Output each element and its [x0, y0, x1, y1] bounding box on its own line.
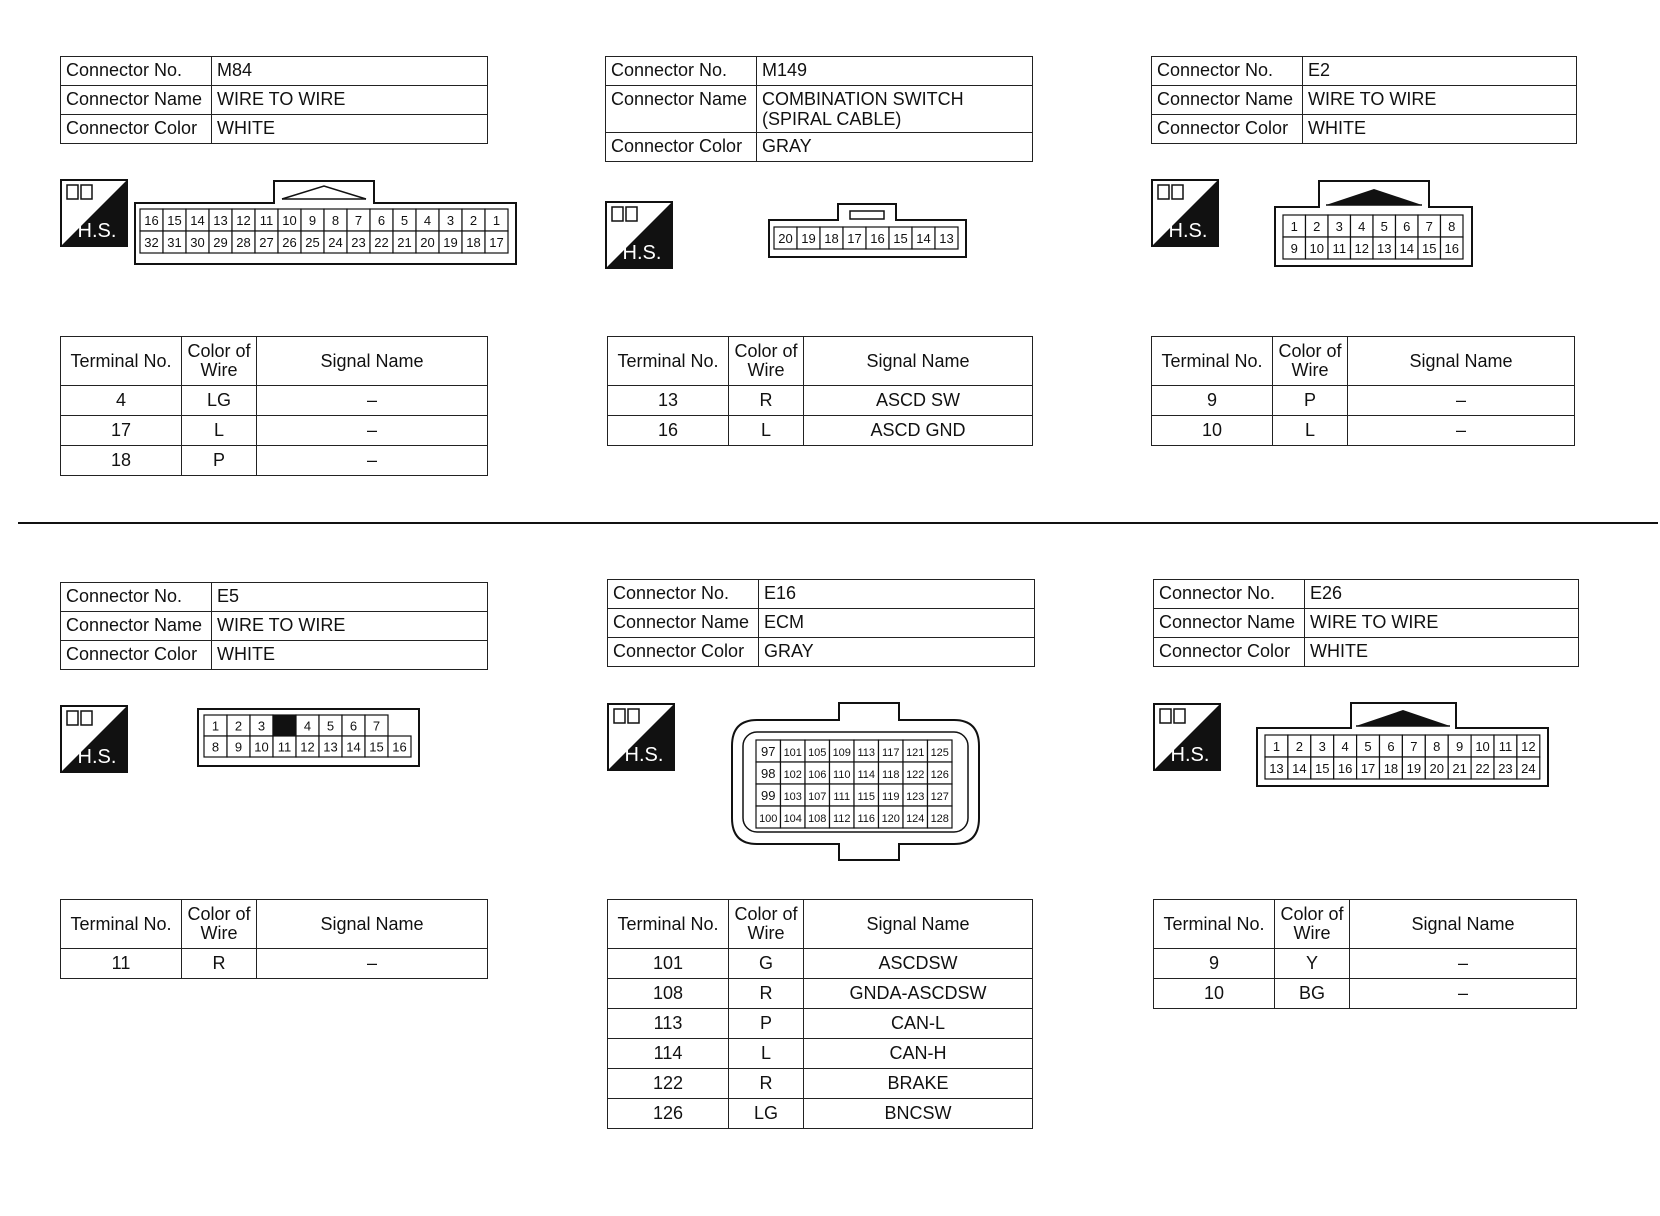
- pin-label: 20: [778, 231, 793, 246]
- connector-name-value: WIRE TO WIRE: [212, 612, 488, 641]
- signal-name-header: Signal Name: [804, 337, 1033, 386]
- pin-label: 122: [906, 769, 925, 781]
- connector-name-label: Connector Name: [61, 612, 212, 641]
- connector-name-label: Connector Name: [608, 609, 759, 638]
- connector-name-value: COMBINATION SWITCH (SPIRAL CABLE): [757, 86, 1033, 133]
- pin-label: 17: [847, 231, 862, 246]
- wire-color-header: Color of Wire: [1275, 900, 1350, 949]
- connector-color-label: Connector Color: [1154, 638, 1305, 667]
- table-row: [608, 1069, 1033, 1099]
- signal-name-cell: BRAKE: [804, 1069, 1033, 1099]
- pin-label: 16: [1337, 761, 1353, 776]
- pin-label: 5: [400, 213, 409, 228]
- pin-label: 4: [1358, 219, 1366, 234]
- wire-color-header: Color of Wire: [729, 337, 804, 386]
- terminal-no-cell: 13: [608, 386, 729, 416]
- connector-info-e2: [1151, 56, 1577, 144]
- pin-label: 10: [282, 213, 297, 228]
- hs-badge-icon: [607, 703, 675, 771]
- pin-label: 7: [372, 718, 381, 734]
- pin-cavity-blocked: [273, 715, 296, 736]
- pin-label: 97: [761, 744, 776, 759]
- pin-label: 7: [354, 213, 363, 228]
- connector-no-value: E26: [1305, 580, 1579, 609]
- terminal-no-cell: 113: [608, 1009, 729, 1039]
- pin-label: 18: [466, 235, 481, 250]
- pin-label: 9: [234, 739, 243, 755]
- pin-label: 127: [930, 791, 949, 803]
- pin-label: 114: [857, 769, 876, 781]
- pin-label: 13: [213, 213, 228, 228]
- wire-color-header: Color of Wire: [729, 900, 804, 949]
- pin-label: 14: [190, 213, 205, 228]
- connector-face-e2: [1274, 180, 1474, 268]
- pin-label: 3: [257, 718, 266, 734]
- pin-label: 6: [1403, 219, 1411, 234]
- pin-label: 4: [423, 213, 432, 228]
- signal-name-cell: –: [257, 386, 488, 416]
- table-row: [1154, 949, 1577, 979]
- pin-label: 103: [783, 791, 802, 803]
- table-row: [61, 416, 488, 446]
- pin-label: 12: [1521, 739, 1536, 754]
- terminal-no-header: Terminal No.: [608, 337, 729, 386]
- terminal-table-e16: [607, 899, 1033, 1129]
- terminal-no-cell: 11: [61, 949, 182, 979]
- terminal-no-cell: 9: [1152, 386, 1273, 416]
- terminal-no-cell: 122: [608, 1069, 729, 1099]
- pin-label: 28: [236, 235, 251, 250]
- pin-label: 11: [1498, 739, 1513, 754]
- connector-name-label: Connector Name: [1154, 609, 1305, 638]
- connector-name-label: Connector Name: [61, 86, 212, 115]
- pin-label: 120: [881, 813, 900, 825]
- pin-label: 8: [1433, 739, 1441, 754]
- pin-label: 123: [906, 791, 925, 803]
- connector-color-value: WHITE: [212, 115, 488, 144]
- pin-label: 3: [446, 213, 455, 228]
- signal-name-cell: –: [1348, 386, 1575, 416]
- pin-label: 16: [392, 739, 407, 755]
- pin-label: 16: [870, 231, 885, 246]
- pin-label: 16: [144, 213, 159, 228]
- signal-name-cell: –: [1350, 979, 1577, 1009]
- pin-label: 3: [1335, 219, 1343, 234]
- signal-name-cell: ASCD GND: [804, 416, 1033, 446]
- pin-label: 1: [492, 213, 501, 228]
- pin-label: 126: [930, 769, 949, 781]
- pin-label: 27: [259, 235, 274, 250]
- pin-label: 15: [893, 231, 908, 246]
- connector-no-value: E5: [212, 583, 488, 612]
- wire-color-header: Color of Wire: [1273, 337, 1348, 386]
- pin-label: 24: [328, 235, 343, 250]
- pin-label: 22: [374, 235, 389, 250]
- pin-label: 14: [346, 739, 361, 755]
- connector-face-m149: [768, 203, 968, 259]
- wire-color-cell: Y: [1275, 949, 1350, 979]
- pin-label: 23: [351, 235, 366, 250]
- signal-name-cell: CAN-L: [804, 1009, 1033, 1039]
- table-row: [608, 386, 1033, 416]
- pin-label: 20: [1429, 761, 1444, 776]
- pin-label: 2: [469, 213, 478, 228]
- hs-badge-icon: [60, 179, 128, 247]
- table-row: [608, 1039, 1033, 1069]
- table-row: [608, 416, 1033, 446]
- terminal-table-e26: [1153, 899, 1577, 1009]
- pin-label: 116: [857, 813, 876, 825]
- pin-label: 19: [443, 235, 458, 250]
- section-divider: [18, 522, 1658, 524]
- terminal-no-cell: 101: [608, 949, 729, 979]
- pin-label: 101: [783, 747, 802, 759]
- pin-label: 21: [397, 235, 412, 250]
- terminal-no-header: Terminal No.: [608, 900, 729, 949]
- connector-color-label: Connector Color: [606, 133, 757, 162]
- connector-color-value: GRAY: [759, 638, 1035, 667]
- pin-label: 111: [833, 791, 851, 803]
- pin-label: 15: [369, 739, 384, 755]
- pin-label: 13: [1269, 761, 1284, 776]
- table-row: [1152, 416, 1575, 446]
- pin-label: 4: [303, 718, 312, 734]
- terminal-table-e2: [1151, 336, 1575, 446]
- connector-color-value: GRAY: [757, 133, 1033, 162]
- connector-no-value: M149: [757, 57, 1033, 86]
- terminal-no-header: Terminal No.: [61, 337, 182, 386]
- terminal-no-cell: 16: [608, 416, 729, 446]
- pin-label: 21: [1452, 761, 1467, 776]
- connector-face-e5: [197, 708, 421, 768]
- pin-label: 14: [1399, 241, 1414, 256]
- pin-label: 6: [1387, 739, 1395, 754]
- pin-label: 12: [300, 739, 315, 755]
- terminal-no-cell: 108: [608, 979, 729, 1009]
- wire-color-cell: L: [182, 416, 257, 446]
- connector-color-value: WHITE: [1305, 638, 1579, 667]
- pin-label: 12: [236, 213, 251, 228]
- terminal-table-e5: [60, 899, 488, 979]
- connector-face-e16: [729, 702, 983, 862]
- pin-label: 8: [1448, 219, 1456, 234]
- pin-label: 7: [1425, 219, 1433, 234]
- signal-name-cell: –: [257, 416, 488, 446]
- hs-badge-icon: [605, 201, 673, 269]
- table-row: [1152, 386, 1575, 416]
- pin-label: 98: [761, 766, 776, 781]
- pin-label: 8: [211, 739, 220, 755]
- pin-label: 2: [234, 718, 243, 734]
- connector-no-value: M84: [212, 57, 488, 86]
- pin-label: 20: [420, 235, 435, 250]
- signal-name-cell: ASCDSW: [804, 949, 1033, 979]
- pin-label: 104: [783, 813, 802, 825]
- pin-label: 6: [377, 213, 386, 228]
- connector-no-label: Connector No.: [608, 580, 759, 609]
- signal-name-header: Signal Name: [1348, 337, 1575, 386]
- wire-color-cell: L: [1273, 416, 1348, 446]
- pin-label: 25: [305, 235, 320, 250]
- pin-label: 3: [1318, 739, 1326, 754]
- hs-badge-icon: [60, 705, 128, 773]
- wire-color-cell: R: [182, 949, 257, 979]
- connector-name-value: WIRE TO WIRE: [212, 86, 488, 115]
- pin-label: 100: [759, 813, 778, 825]
- pin-label: 8: [331, 213, 340, 228]
- connector-info-m149: [605, 56, 1033, 162]
- pin-label: 10: [1475, 739, 1490, 754]
- terminal-no-header: Terminal No.: [1154, 900, 1275, 949]
- hs-badge-label: H.S.: [1170, 744, 1210, 766]
- pin-label: 13: [939, 231, 954, 246]
- wire-color-cell: BG: [1275, 979, 1350, 1009]
- pin-label: 11: [277, 739, 292, 755]
- connector-name-value: ECM: [759, 609, 1035, 638]
- pin-label: 18: [824, 231, 839, 246]
- pin-label: 9: [1290, 241, 1298, 256]
- pin-label: 11: [1332, 241, 1346, 256]
- pin-label: 13: [1377, 241, 1392, 256]
- connector-face-e26: [1256, 702, 1550, 788]
- pin-label: 31: [167, 235, 182, 250]
- pin-label: 32: [144, 235, 159, 250]
- wire-color-cell: LG: [182, 386, 257, 416]
- pin-label: 113: [857, 747, 876, 759]
- pin-label: 26: [282, 235, 297, 250]
- wire-color-cell: P: [182, 446, 257, 476]
- wire-color-cell: R: [729, 1069, 804, 1099]
- terminal-no-cell: 9: [1154, 949, 1275, 979]
- pin-label: 13: [323, 739, 338, 755]
- pin-label: 6: [349, 718, 358, 734]
- connector-name-label: Connector Name: [606, 86, 757, 133]
- pin-label: 17: [489, 235, 504, 250]
- connector-color-label: Connector Color: [608, 638, 759, 667]
- pin-label: 110: [832, 769, 851, 781]
- pin-label: 22: [1475, 761, 1490, 776]
- pin-label: 108: [808, 813, 827, 825]
- signal-name-cell: GNDA-ASCDSW: [804, 979, 1033, 1009]
- signal-name-cell: BNCSW: [804, 1099, 1033, 1129]
- connector-no-label: Connector No.: [606, 57, 757, 86]
- pin-label: 128: [930, 813, 949, 825]
- signal-name-cell: –: [257, 446, 488, 476]
- pin-label: 1: [1272, 739, 1281, 754]
- connector-no-label: Connector No.: [1154, 580, 1305, 609]
- connector-no-value: E2: [1303, 57, 1577, 86]
- wire-color-cell: R: [729, 386, 804, 416]
- signal-name-header: Signal Name: [257, 337, 488, 386]
- terminal-no-cell: 126: [608, 1099, 729, 1129]
- hs-badge-label: H.S.: [1168, 220, 1208, 242]
- pin-label: 107: [808, 791, 827, 803]
- connector-name-label: Connector Name: [1152, 86, 1303, 115]
- signal-name-cell: CAN-H: [804, 1039, 1033, 1069]
- terminal-no-cell: 17: [61, 416, 182, 446]
- wire-color-header: Color of Wire: [182, 337, 257, 386]
- connector-color-label: Connector Color: [1152, 115, 1303, 144]
- pin-label: 124: [906, 813, 925, 825]
- pin-label: 15: [1315, 761, 1330, 776]
- pin-label: 7: [1410, 739, 1418, 754]
- connector-info-e26: [1153, 579, 1579, 667]
- pin-label: 1: [1290, 219, 1298, 234]
- signal-name-cell: –: [257, 949, 488, 979]
- pin-label: 18: [1383, 761, 1399, 776]
- pin-label: 29: [213, 235, 228, 250]
- pin-label: 5: [1380, 219, 1388, 234]
- hs-badge-label: H.S.: [622, 242, 662, 264]
- wire-color-cell: P: [1273, 386, 1348, 416]
- pin-label: 19: [801, 231, 816, 246]
- wire-color-cell: LG: [729, 1099, 804, 1129]
- connector-color-label: Connector Color: [61, 641, 212, 670]
- pin-label: 14: [1292, 761, 1307, 776]
- wire-color-cell: R: [729, 979, 804, 1009]
- table-row: [608, 949, 1033, 979]
- pin-label: 106: [808, 769, 827, 781]
- signal-name-header: Signal Name: [1350, 900, 1577, 949]
- wire-color-header: Color of Wire: [182, 900, 257, 949]
- pin-label: 5: [326, 718, 335, 734]
- signal-name-cell: ASCD SW: [804, 386, 1033, 416]
- pin-label: 10: [1309, 241, 1324, 256]
- terminal-no-cell: 18: [61, 446, 182, 476]
- pin-label: 118: [881, 769, 900, 781]
- terminal-no-header: Terminal No.: [1152, 337, 1273, 386]
- pin-label: 105: [808, 747, 827, 759]
- pin-label: 17: [1360, 761, 1376, 776]
- pin-label: 102: [783, 769, 802, 781]
- pin-label: 119: [881, 791, 900, 803]
- hs-badge-label: H.S.: [77, 220, 117, 242]
- pin-label: 15: [1422, 241, 1437, 256]
- terminal-table-m84: [60, 336, 488, 476]
- pin-label: 9: [308, 213, 317, 228]
- connector-info-e5: [60, 582, 488, 670]
- pin-label: 24: [1521, 761, 1536, 776]
- wire-color-cell: P: [729, 1009, 804, 1039]
- signal-name-cell: –: [1350, 949, 1577, 979]
- connector-no-value: E16: [759, 580, 1035, 609]
- table-row: [61, 386, 488, 416]
- terminal-no-cell: 114: [608, 1039, 729, 1069]
- pin-label: 14: [916, 231, 931, 246]
- pin-label: 99: [761, 788, 776, 803]
- connector-color-label: Connector Color: [61, 115, 212, 144]
- pin-label: 117: [881, 747, 900, 759]
- terminal-no-cell: 4: [61, 386, 182, 416]
- wire-color-cell: G: [729, 949, 804, 979]
- terminal-no-cell: 10: [1152, 416, 1273, 446]
- connector-no-label: Connector No.: [61, 583, 212, 612]
- connector-no-label: Connector No.: [61, 57, 212, 86]
- pin-label: 121: [906, 747, 925, 759]
- connector-info-e16: [607, 579, 1035, 667]
- pin-label: 19: [1406, 761, 1422, 776]
- terminal-no-cell: 10: [1154, 979, 1275, 1009]
- connector-face-m84: [134, 180, 518, 266]
- pin-label: 2: [1295, 739, 1303, 754]
- connector-no-label: Connector No.: [1152, 57, 1303, 86]
- hs-badge-label: H.S.: [624, 744, 664, 766]
- connector-color-value: WHITE: [1303, 115, 1577, 144]
- pin-label: 2: [1313, 219, 1321, 234]
- pin-label: 1: [211, 718, 220, 734]
- pin-label: 125: [930, 747, 949, 759]
- pin-label: 4: [1341, 739, 1349, 754]
- wire-color-cell: L: [729, 416, 804, 446]
- pin-label: 15: [167, 213, 182, 228]
- pin-label: 23: [1498, 761, 1513, 776]
- signal-name-header: Signal Name: [257, 900, 488, 949]
- table-row: [61, 446, 488, 476]
- hs-badge-icon: [1153, 703, 1221, 771]
- wire-color-cell: L: [729, 1039, 804, 1069]
- table-row: [1154, 979, 1577, 1009]
- table-row: [608, 1099, 1033, 1129]
- pin-label: 115: [857, 791, 876, 803]
- connector-color-value: WHITE: [212, 641, 488, 670]
- pin-label: 10: [254, 739, 269, 755]
- pin-label: 16: [1444, 241, 1459, 256]
- terminal-table-m149: [607, 336, 1033, 446]
- terminal-no-header: Terminal No.: [61, 900, 182, 949]
- pin-label: 109: [832, 747, 851, 759]
- pin-label: 30: [190, 235, 205, 250]
- hs-badge-label: H.S.: [77, 746, 117, 768]
- table-row: [61, 949, 488, 979]
- pin-label: 12: [1354, 241, 1369, 256]
- table-row: [608, 979, 1033, 1009]
- signal-name-cell: –: [1348, 416, 1575, 446]
- pin-label: 11: [259, 213, 274, 228]
- signal-name-header: Signal Name: [804, 900, 1033, 949]
- connector-name-value: WIRE TO WIRE: [1303, 86, 1577, 115]
- pin-label: 9: [1456, 739, 1464, 754]
- connector-name-value: WIRE TO WIRE: [1305, 609, 1579, 638]
- connector-info-m84: [60, 56, 488, 144]
- hs-badge-icon: [1151, 179, 1219, 247]
- pin-label: 112: [832, 813, 851, 825]
- table-row: [608, 1009, 1033, 1039]
- pin-label: 5: [1364, 739, 1372, 754]
